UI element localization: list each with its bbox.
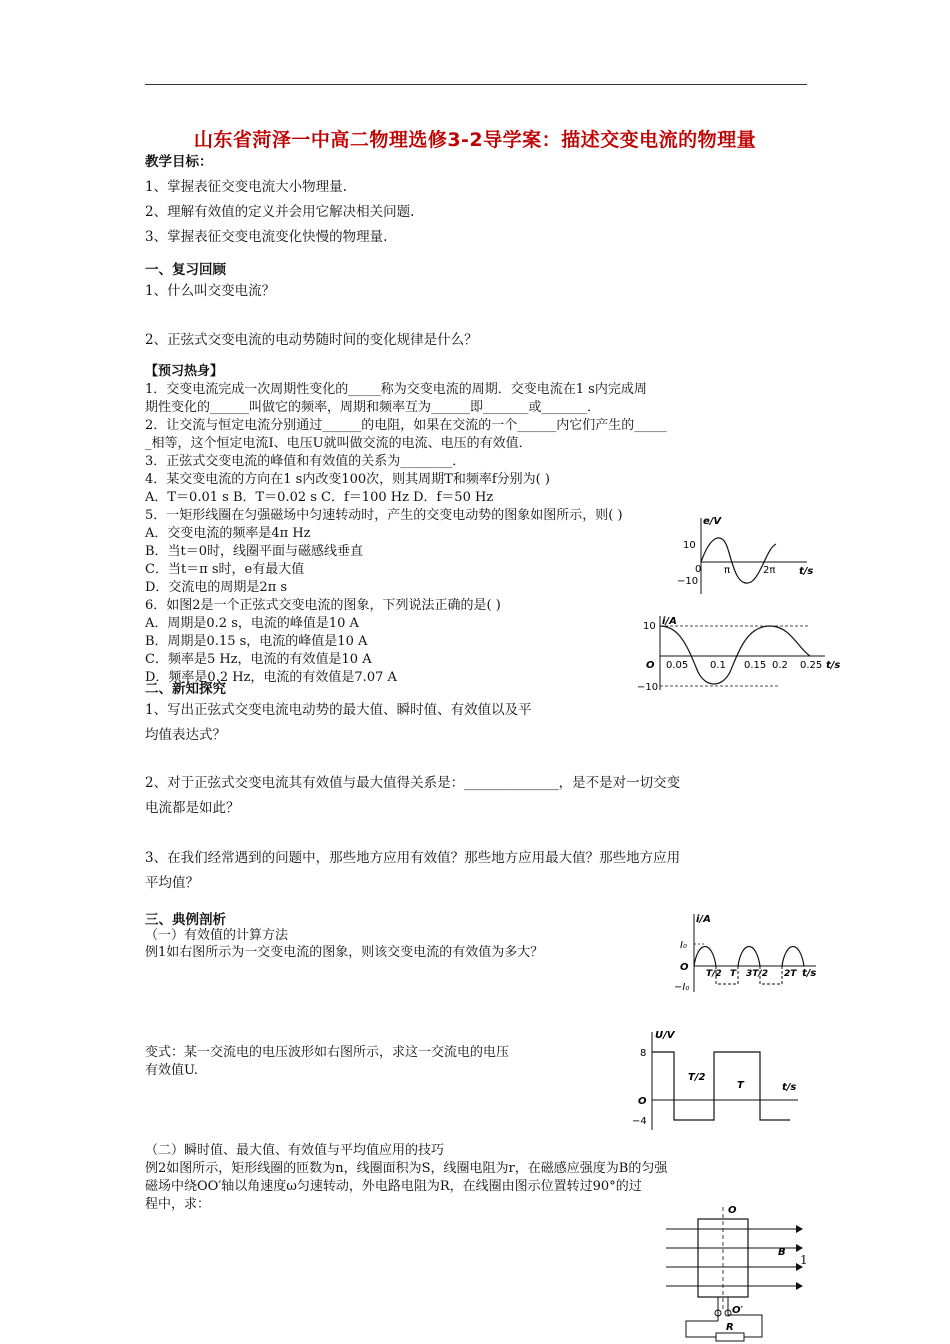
preview-line: C．频率是5 Hz，电流的有效值是10 A bbox=[145, 652, 372, 667]
tick-label: 10 bbox=[683, 540, 696, 551]
half-wave-figure bbox=[668, 912, 828, 994]
tick-label: 0.15 bbox=[744, 660, 767, 671]
tick-label: O bbox=[638, 1096, 647, 1107]
example-subheading: （一）有效值的计算方法 bbox=[145, 928, 289, 943]
variant-question: 有效值U. bbox=[145, 1063, 198, 1078]
preview-line: D．交流电的周期是2π s bbox=[145, 580, 288, 595]
preview-line: 期性变化的______叫做它的频率，周期和频率互为______即_______或_______． bbox=[145, 400, 601, 415]
tick-label: 0.1 bbox=[710, 660, 726, 671]
explore-question: 2、对于正弦式交变电流其有效值与最大值得关系是：______________，是不是对一切交变 bbox=[145, 775, 681, 791]
preview-line: B．周期是0.15 s，电流的峰值是10 A bbox=[145, 634, 368, 649]
review-heading: 一、复习回顾 bbox=[145, 262, 226, 278]
preview-line: B．当t＝0时，线圈平面与磁感线垂直 bbox=[145, 544, 364, 559]
example-2: 磁场中绕OO′轴以角速度ω匀速转动，外电路电阻为R，在线圈由图示位置转过90°的过 bbox=[145, 1179, 642, 1194]
half-sine bbox=[782, 947, 804, 967]
review-question-2: 2、正弦式交变电流的电动势随时间的变化规律是什么？ bbox=[145, 332, 478, 348]
tick-label: 0.05 bbox=[666, 660, 689, 671]
preview-heading: 【预习热身】 bbox=[145, 364, 224, 379]
y-label: e/V bbox=[703, 516, 722, 527]
field-label: B bbox=[778, 1247, 786, 1258]
resistor bbox=[716, 1333, 744, 1341]
tick-label: T/2 bbox=[706, 969, 722, 979]
square-wave bbox=[652, 1052, 790, 1120]
preview-line: _相等，这个恒定电流I、电压U就叫做交流的电流、电压的有效值． bbox=[145, 436, 532, 451]
tick-label: 10 bbox=[643, 621, 656, 632]
tick-label: 0.25 bbox=[800, 660, 823, 671]
tick-label: −4 bbox=[632, 1116, 647, 1127]
preview-line: A．交变电流的频率是4π Hz bbox=[145, 526, 311, 541]
page-title: 山东省菏泽一中高二物理选修3-2导学案：描述交变电流的物理量 bbox=[193, 129, 757, 151]
x-label: t/s bbox=[799, 566, 814, 577]
tick-label: T bbox=[730, 969, 737, 979]
half-sine bbox=[738, 947, 760, 967]
tick-label: I₀ bbox=[680, 940, 687, 951]
x-label: t/s bbox=[782, 1082, 797, 1093]
preview-line: D．频率是0.2 Hz，电流的有效值是7.07 A bbox=[145, 670, 397, 685]
y-label: U/V bbox=[655, 1030, 675, 1041]
y-label: i/A bbox=[662, 616, 677, 627]
preview-line: 3．正弦式交变电流的峰值和有效值的关系为________． bbox=[145, 454, 466, 469]
arrow-icon bbox=[796, 1225, 803, 1233]
review-question-1: 1、什么叫交变电流？ bbox=[145, 283, 276, 299]
tick-label: 0 bbox=[695, 564, 702, 575]
explore-question: 均值表达式？ bbox=[145, 727, 226, 743]
tick-label: T bbox=[737, 1080, 744, 1091]
external-wire bbox=[686, 1321, 718, 1337]
voltage-square-figure bbox=[630, 1028, 805, 1132]
page-number: 1 bbox=[800, 1253, 808, 1267]
preview-line: A．T＝0.01 s B．T＝0.02 s C．f＝100 Hz D．f＝50 Hz bbox=[145, 490, 494, 505]
tick-label: −10 bbox=[677, 576, 699, 587]
preview-line: 1．交变电流完成一次周期性变化的_____称为交变电流的周期．交变电流在1 s内完成周 bbox=[145, 382, 647, 397]
x-label: t/s bbox=[802, 968, 817, 979]
preview-line: 2．让交流与恒定电流分别通过______的电阻，如果在交流的一个______内它们产生的_____ bbox=[145, 418, 667, 433]
preview-line: A．周期是0.2 s，电流的峰值是10 A bbox=[145, 616, 359, 631]
objective-item: 2、理解有效值的定义并会用它解决相关问题. bbox=[145, 204, 415, 220]
tick-label: 3T/2 bbox=[746, 969, 768, 979]
tick-label: −10 bbox=[637, 682, 659, 693]
tick-label: O bbox=[680, 962, 689, 973]
tick-label: 8 bbox=[640, 1048, 647, 1059]
explore-question: 电流都是如此？ bbox=[145, 800, 240, 816]
preview-line: 6．如图2是一个正弦式交变电流的图象，下列说法正确的是( ) bbox=[145, 598, 501, 613]
explore-question: 3、在我们经常遇到的问题中，那些地方应用有效值？那些地方应用最大值？那些地方应用 bbox=[145, 850, 681, 866]
objectives-heading: 教学目标： bbox=[145, 154, 213, 170]
explore-question: 平均值？ bbox=[145, 875, 199, 891]
tick-label: 0.2 bbox=[772, 660, 788, 671]
explore-heading: 二、新知探究 bbox=[145, 681, 226, 697]
example-subheading: （二）瞬时值、最大值、有效值与平均值应用的技巧 bbox=[145, 1143, 445, 1158]
half-sine bbox=[694, 947, 716, 967]
preview-line: 5．一矩形线圈在匀强磁场中匀速转动时，产生的交变电动势的图象如图所示，则( ) bbox=[145, 508, 623, 523]
example-2: 程中，求： bbox=[145, 1197, 211, 1212]
resistor-label: R bbox=[726, 1322, 734, 1333]
tick-label: −I₀ bbox=[674, 982, 690, 993]
example-2: 例2如图所示，矩形线圈的匝数为n，线圈面积为S，线圈电阻为r，在磁感应强度为B的匀强 bbox=[145, 1161, 668, 1176]
tick-label: T/2 bbox=[688, 1072, 706, 1083]
emf-sine-figure bbox=[675, 510, 820, 600]
tick-label: π bbox=[724, 565, 731, 576]
tick-label: O bbox=[646, 660, 655, 671]
coil-circuit-figure bbox=[658, 1203, 808, 1344]
preview-line: 4．某交变电流的方向在1 s内改变100次，则其周期T和频率f分别为( ) bbox=[145, 472, 550, 487]
sine-curve bbox=[701, 538, 776, 583]
preview-line: C．当t＝π s时，e有最大值 bbox=[145, 562, 305, 577]
current-sine-figure bbox=[630, 612, 845, 694]
objective-item: 3、掌握表征交变电流变化快慢的物理量. bbox=[145, 229, 388, 245]
tick-label: 2T bbox=[784, 969, 797, 979]
explore-question: 1、写出正弦式交变电流电动势的最大值、瞬时值、有效值以及平 bbox=[145, 702, 532, 718]
arrow-icon bbox=[796, 1282, 803, 1290]
examples-heading: 三、典例剖析 bbox=[145, 912, 226, 928]
header-rule bbox=[145, 84, 807, 85]
current-curve bbox=[660, 626, 810, 684]
example-1: 例1如右图所示为一交变电流的图象，则该交变电流的有效值为多大？ bbox=[145, 945, 544, 960]
axis-top-label: O bbox=[728, 1205, 737, 1216]
objective-item: 1、掌握表征交变电流大小物理量. bbox=[145, 179, 347, 195]
tick-label: 2π bbox=[763, 565, 776, 576]
axis-bottom-label: O′ bbox=[732, 1305, 744, 1316]
variant-question: 变式：某一交流电的电压波形如右图所示，求这一交流电的电压 bbox=[145, 1045, 510, 1060]
x-label: t/s bbox=[826, 660, 841, 671]
y-label: i/A bbox=[696, 914, 711, 925]
